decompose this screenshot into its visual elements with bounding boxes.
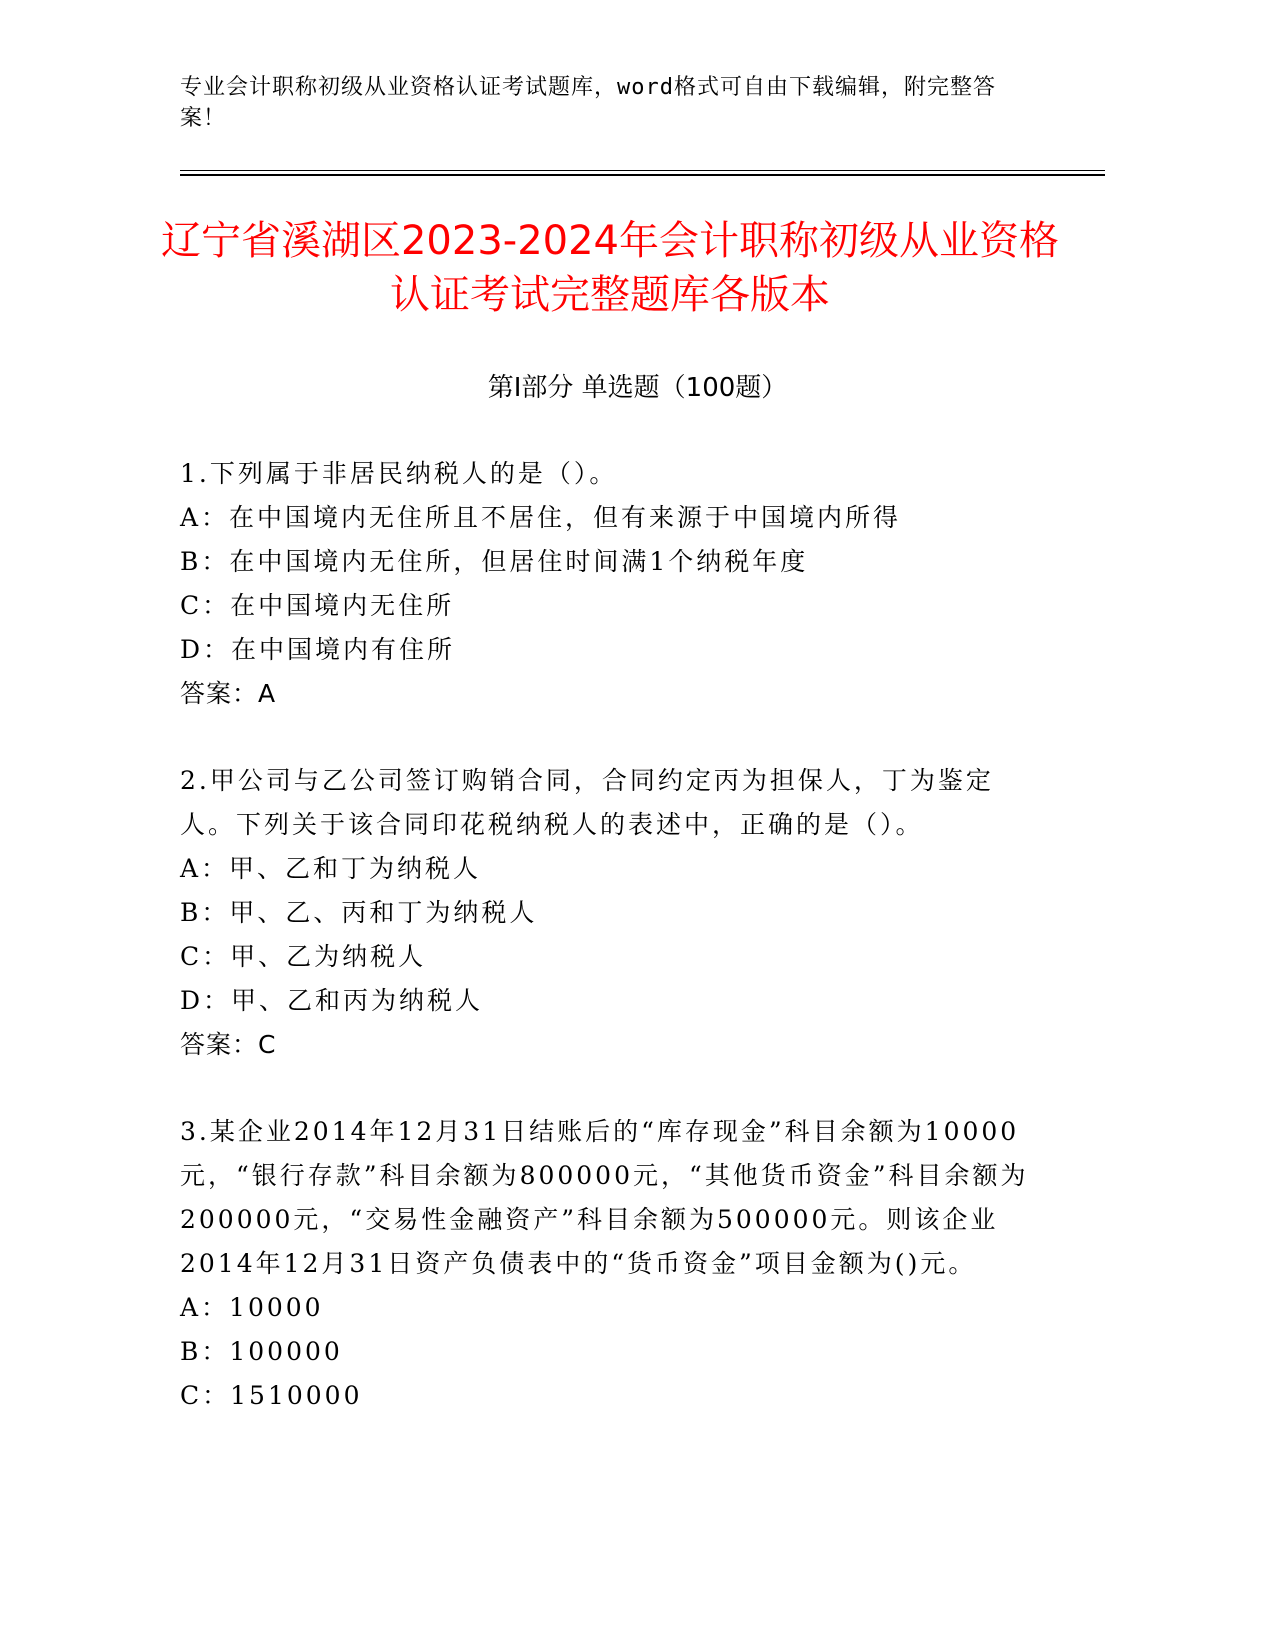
option-c: C：1510000 — [180, 1381, 363, 1410]
question-3 — [180, 1110, 1040, 1418]
question-2 — [180, 759, 1040, 1067]
header-divider-thick — [180, 174, 1105, 176]
question-stem: 3.某企业2014年12月31日结账后的“库存现金”科目余额为10000元，“银行存款”科目余额为800000元，“其他货币资金”科目余额为200000元，“交易性金融资产”科目余额为500000元。则该企业2014年12月31日资产负债表中的“货币资金”项目金额为()元。 — [180, 1117, 1029, 1278]
option-c: C：在中国境内无住所 — [180, 591, 455, 620]
answer: 答案：A — [180, 679, 277, 708]
option-d: D：甲、乙和丙为纳税人 — [180, 986, 484, 1015]
option-b: B：100000 — [180, 1337, 343, 1366]
question-1 — [180, 452, 1040, 716]
option-a: A：在中国境内无住所且不居住，但有来源于中国境内所得 — [180, 503, 902, 532]
option-b: B：甲、乙、丙和丁为纳税人 — [180, 898, 538, 927]
question-stem: 2.甲公司与乙公司签订购销合同，合同约定丙为担保人，丁为鉴定人。下列关于该合同印花税纳税人的表述中，正确的是（）。 — [180, 766, 994, 839]
question-list — [180, 452, 1040, 1461]
option-c: C：甲、乙为纳税人 — [180, 942, 427, 971]
header-note: 专业会计职称初级从业资格认证考试题库，word格式可自由下载编辑，附完整答案！ — [180, 75, 996, 131]
option-b: B：在中国境内无住所，但居住时间满1个纳税年度 — [180, 547, 809, 576]
option-a: A：甲、乙和丁为纳税人 — [180, 854, 482, 883]
section-title: 第Ⅰ部分 单选题（100题） — [487, 373, 788, 403]
option-d: D：在中国境内有住所 — [180, 635, 456, 664]
question-stem: 1.下列属于非居民纳税人的是（）。 — [180, 459, 618, 488]
answer: 答案：C — [180, 1030, 277, 1059]
option-a: A：10000 — [180, 1293, 324, 1322]
header-divider-thin — [180, 170, 1105, 171]
document-title: 辽宁省溪湖区2023-2024年会计职称初级从业资格认证考试完整题库各版本 — [160, 218, 1060, 318]
